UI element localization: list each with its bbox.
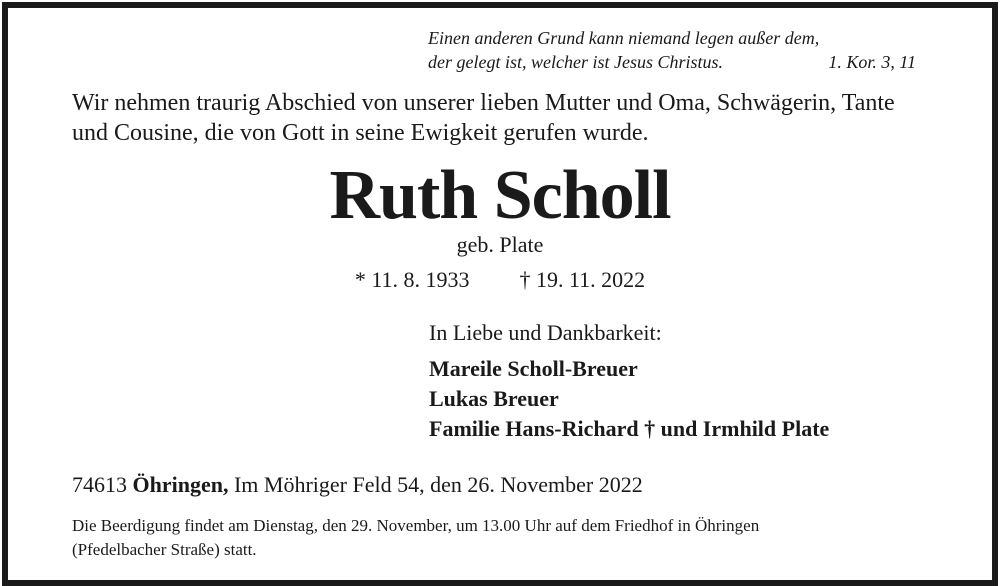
address-line [72,470,643,500]
quote-line-2-text: der gelegt ist, welcher ist Jesus Christus. [428,52,723,72]
address-rest: Im Möhriger Feld 54, den 26. November 2022 [233,472,643,497]
funeral-info [72,514,962,562]
mourner-name: Lukas Breuer [429,386,559,411]
mourner-name: Familie Hans-Richard † und Irmhild Plate [429,416,830,441]
mourner-name: Mareile Scholl-Breuer [429,356,638,381]
funeral-line-2: (Pfedelbacher Straße) statt. [72,540,257,559]
intro-text [72,88,952,148]
mourners-intro: In Liebe und Dankbarkeit: [429,320,662,345]
birth-date: * 11. 8. 1933 [354,267,470,292]
quote-line-1: Einen anderen Grund kann niemand legen außer dem, [428,28,820,48]
deceased-name: Ruth Scholl [329,157,671,234]
intro-line-2: und Cousine, die von Gott in seine Ewigkeit gerufen wurde. [72,120,649,146]
quote-reference: 1. Kor. 3, 11 [828,52,916,72]
maiden-name: geb. Plate [456,232,544,257]
postcode: 74613 [72,472,127,497]
intro-line-1: Wir nehmen traurig Abschied von unserer lieben Mutter und Oma, Schwägerin, Tante [72,90,895,116]
quote-line-2 [428,50,928,74]
life-dates [0,266,1000,294]
death-date: † 19. 11. 2022 [519,267,646,292]
bible-quote [428,26,928,74]
funeral-line-1: Die Beerdigung findet am Dienstag, den 29. November, um 13.00 Uhr auf dem Friedhof in Öhringen [72,516,760,535]
mourners-block [429,318,829,444]
city: Öhringen, [132,472,229,497]
